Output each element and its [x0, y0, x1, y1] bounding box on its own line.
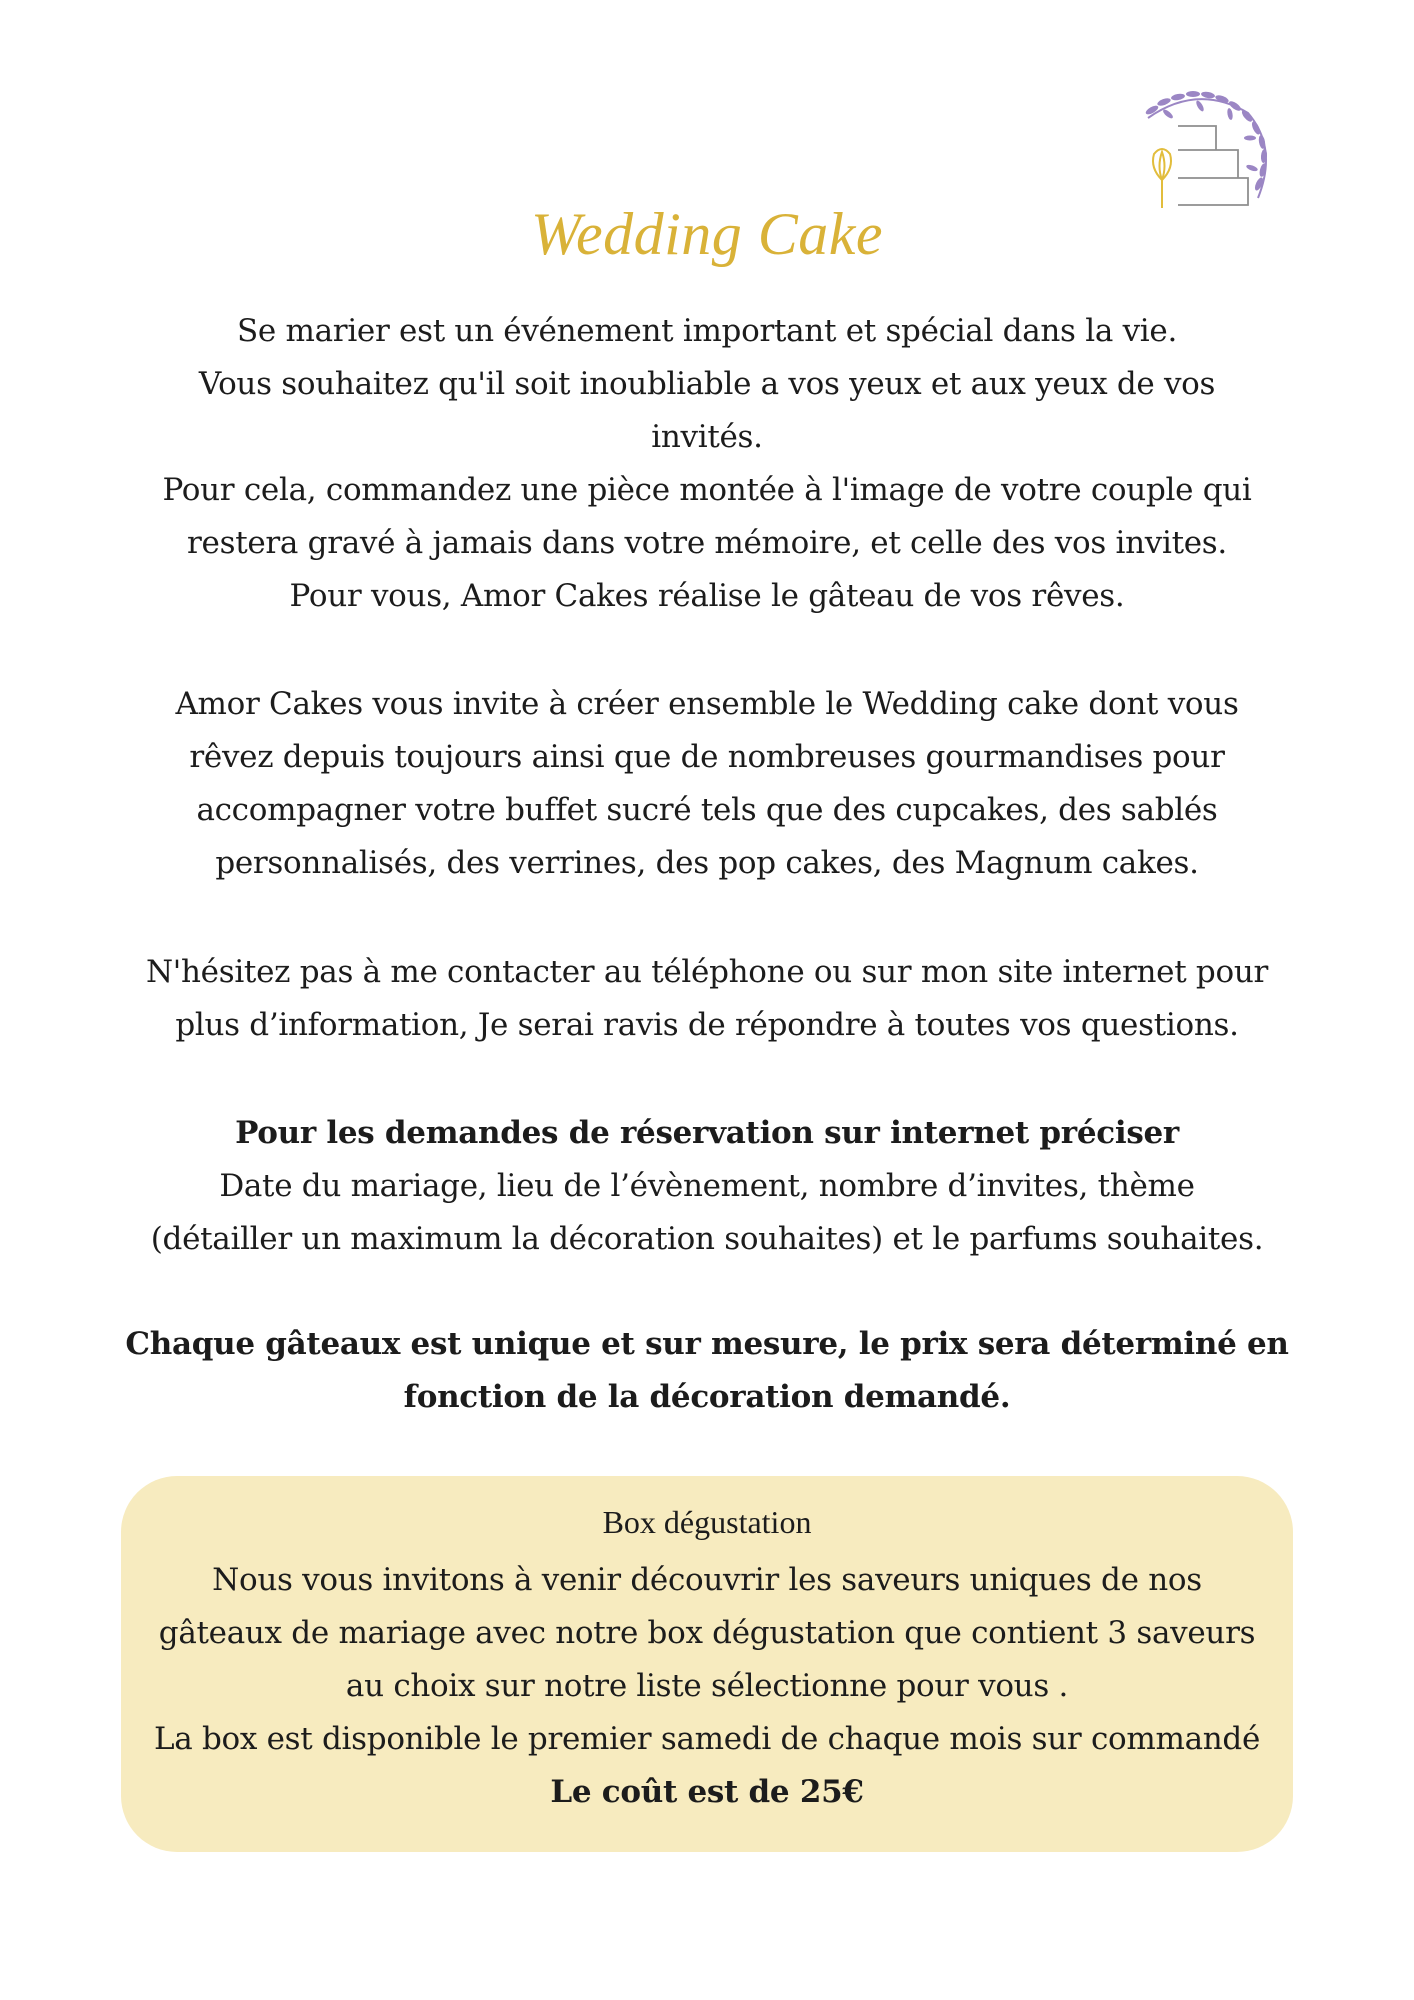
intro-line: invités. — [651, 419, 763, 455]
cake-whisk-laurel-icon — [1138, 88, 1278, 218]
intro-line: Vous souhaitez qu'il soit inoubliable a vos yeux et aux yeux de vos — [198, 366, 1216, 402]
tasting-box-title: Box dégustation — [602, 1504, 812, 1540]
invite-line: Amor Cakes vous invite à créer ensemble le Wedding cake dont vous — [175, 686, 1239, 722]
pricing-line: Chaque gâteaux est unique et sur mesure, le prix sera déterminé en — [125, 1326, 1289, 1362]
tasting-box-line: Nous vous invitons à venir découvrir les saveurs uniques de nos — [212, 1562, 1202, 1598]
contact-line: plus d’information, Je serai ravis de répondre à toutes vos questions. — [175, 1007, 1239, 1043]
intro-paragraph — [120, 305, 1294, 623]
reservation-paragraph — [120, 1107, 1294, 1266]
reservation-line: (détailler un maximum la décoration souhaites) et le parfums souhaites. — [150, 1221, 1264, 1257]
invite-line: personnalisés, des verrines, des pop cakes, des Magnum cakes. — [215, 845, 1199, 881]
pricing-line: fonction de la décoration demandé. — [403, 1379, 1011, 1415]
intro-line: Pour vous, Amor Cakes réalise le gâteau de vos rêves. — [289, 578, 1125, 614]
logo — [1138, 88, 1278, 218]
tasting-box-line: au choix sur notre liste sélectionne pour vous . — [345, 1668, 1069, 1704]
reservation-line: Date du mariage, lieu de l’évènement, nombre d’invites, thème — [219, 1168, 1195, 1204]
tasting-box-line: La box est disponible le premier samedi de chaque mois sur commandé — [153, 1721, 1261, 1757]
contact-paragraph — [120, 946, 1294, 1052]
pricing-note — [120, 1318, 1294, 1424]
invite-line: accompagner votre buffet sucré tels que des cupcakes, des sablés — [196, 792, 1218, 828]
page-title: Wedding Cake — [530, 201, 884, 267]
tasting-box-text — [141, 1554, 1273, 1819]
tasting-box — [121, 1476, 1293, 1852]
intro-line: Pour cela, commandez une pièce montée à l'image de votre couple qui — [162, 472, 1252, 508]
intro-line: Se marier est un événement important et spécial dans la vie. — [236, 313, 1178, 349]
invite-paragraph — [120, 678, 1294, 890]
invite-line: rêvez depuis toujours ainsi que de nombreuses gourmandises pour — [189, 739, 1225, 775]
reservation-heading: Pour les demandes de réservation sur internet préciser — [235, 1115, 1179, 1151]
tasting-box-line: gâteaux de mariage avec notre box dégustation que contient 3 saveurs — [158, 1615, 1256, 1651]
tasting-box-price: Le coût est de 25€ — [550, 1774, 864, 1810]
contact-line: N'hésitez pas à me contacter au téléphone ou sur mon site internet pour — [145, 954, 1269, 990]
intro-line: restera gravé à jamais dans votre mémoire, et celle des vos invites. — [187, 525, 1227, 561]
